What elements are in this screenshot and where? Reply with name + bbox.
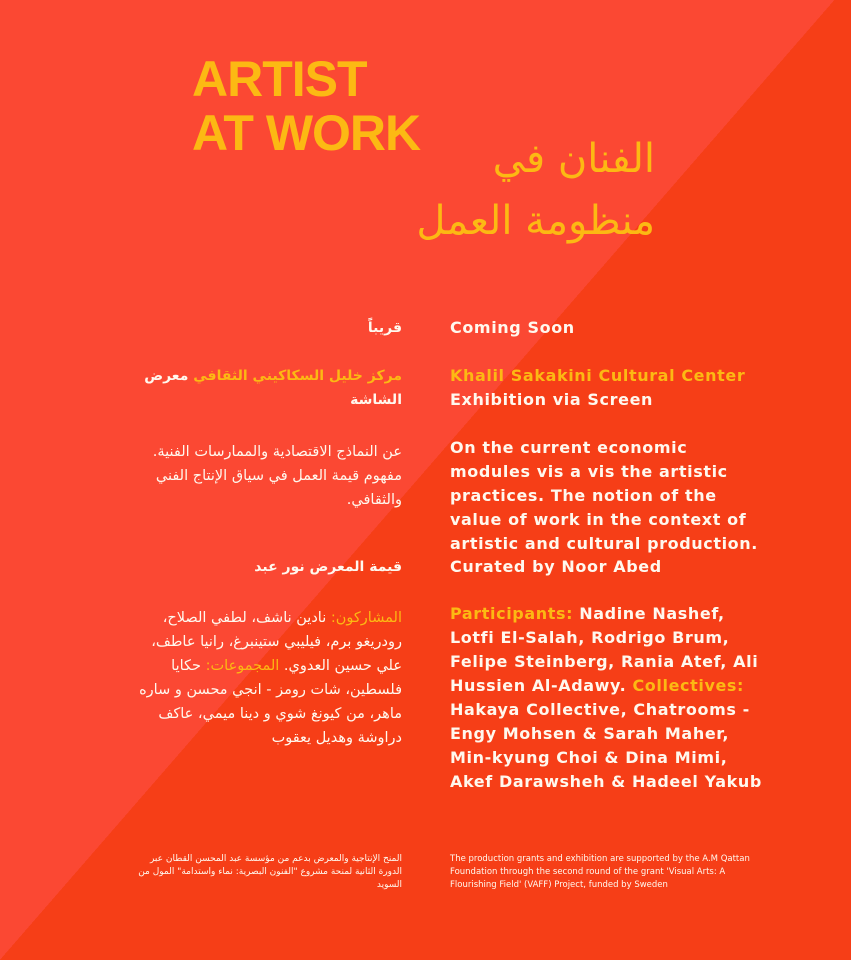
- participants-names-ar: نادين ناشف، لطفي الصلاح، رودريغو برم، فيليبي ستينبرغ، رانيا عاطف، علي حسين العدوي.: [151, 610, 402, 674]
- title-arabic-line2: منظومة العمل: [416, 198, 655, 244]
- venue-type-ar: معرض الشاشة: [144, 368, 402, 408]
- curator-ar: قيمة المعرض نور عبد: [254, 559, 402, 575]
- collectives-label-ar: المجموعات:: [205, 658, 284, 674]
- footer-en: The production grants and exhibition are supported by the A.M Qattan Foundation through the second round of the grant 'Visual Arts: A Flourishing Field' (VAFF) Project, funded by Sweden: [450, 854, 750, 890]
- venue-en: [450, 364, 790, 412]
- curator-en: Curated by Noor Abed: [450, 557, 662, 576]
- participants-names-en: Nadine Nashef, Lotfi El-Salah, Rodrigo Brum, Felipe Steinberg, Rania Atef, Ali Hussien Al-Adawy.: [450, 604, 759, 695]
- collectives-names-ar: حكايا فلسطين، شات رومز - انجي محسن و ساره ماهر، من كيونغ شوي و دينا ميمي، عاكف دراوشة وهديل يعقوب: [139, 658, 402, 746]
- participants-en: [450, 602, 772, 794]
- collectives-label-en: Collectives:: [626, 676, 745, 695]
- title-english-line1: ARTIST: [192, 51, 367, 107]
- collectives-names-en: Hakaya Collective, Chatrooms - Engy Mohsen & Sarah Maher, Min-kyung Choi & Dina Mimi, Akef Darawsheh & Hadeel Yakub: [450, 700, 762, 791]
- venue-type-en: Exhibition via Screen: [450, 390, 654, 409]
- description-ar: عن النماذج الاقتصادية والممارسات الفنية. مفهوم قيمة العمل في سياق الإنتاج الفني والثقافي.: [152, 444, 402, 508]
- participants-label-ar: المشاركون:: [330, 610, 402, 626]
- venue-center-en: Khalil Sakakini Cultural Center: [450, 366, 746, 385]
- coming-soon-en: Coming Soon: [450, 318, 575, 337]
- participants-label-en: Participants:: [450, 604, 574, 623]
- title-english-line2: AT WORK: [192, 105, 421, 161]
- venue-ar: [112, 364, 402, 412]
- title-arabic: [416, 128, 655, 252]
- description-en: On the current economic modules vis a vis the artistic practices. The notion of the value of work in the context of artistic and cultural production.: [450, 438, 758, 553]
- title-arabic-line1: الفنان في: [492, 136, 655, 182]
- participants-ar: [132, 606, 402, 750]
- title-english: [192, 52, 420, 160]
- footer-ar: المنح الإنتاجية والمعرض بدعم من مؤسسة عبد المحسن القطان عبر الدورة الثانية لمنحة مشروع "الفنون البصرية: نماء واستدامة" المول من السويد: [138, 854, 402, 890]
- coming-soon-ar: قريباً: [367, 320, 402, 336]
- venue-center-ar: مركز خليل السكاكيني الثقافي: [193, 368, 402, 384]
